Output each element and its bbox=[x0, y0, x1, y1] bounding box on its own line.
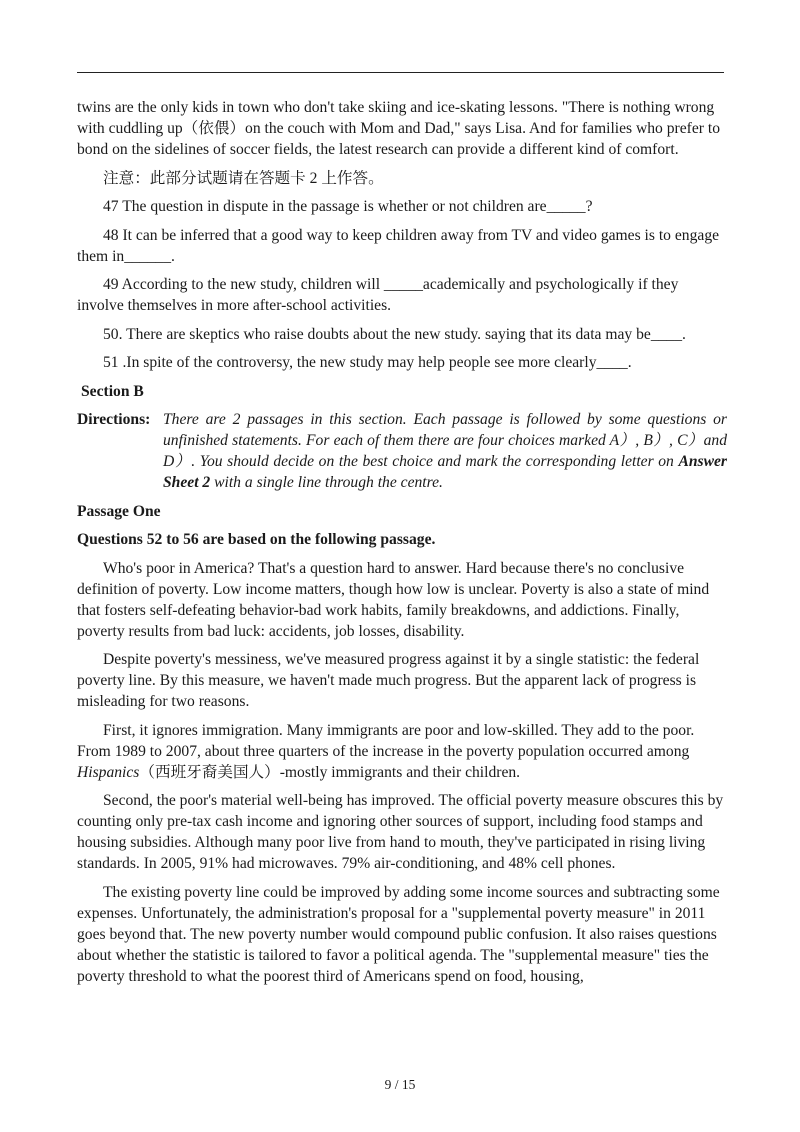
paragraph-3: First, it ignores immigration. Many immigrants are poor and low-skilled. They add to the poor. From 1989 to 2007, about three quarters of the increase in the poverty population occurred among Hispanics（西班牙裔美国人）-mostly immigrants and their children. bbox=[77, 721, 695, 781]
question-50: 50. There are skeptics who raise doubts about the new study. saying that its data may be____. bbox=[103, 325, 686, 343]
question-47: 47 The question in dispute in the passage is whether or not children are_____? bbox=[103, 198, 593, 215]
directions-text: There are 2 passages in this section. Each passage is followed by some questions or unfinished statements. For each of them there are four choices marked A）, B）, C）and D）. You should decide on the best choice and mark the corresponding letter on Answer Sheet 2 with a single line through the centre. bbox=[163, 410, 727, 491]
answer-sheet-ref: Answer Sheet 2 bbox=[163, 452, 727, 491]
header-rule bbox=[77, 72, 724, 73]
paragraph-5: The existing poverty line could be improved by adding some income sources and subtracting some expenses. Unfortunately, the administration's proposal for a "supplemental poverty measure" in 2011 goes beyond that. The new poverty number would compound public confusion. It also raises questions about whether the statistic is tailored to favor a political agenda. The "supplemental measure" ties the poverty threshold to what the poorest third of Americans spend on food, housing, bbox=[77, 883, 720, 985]
directions bbox=[77, 409, 727, 493]
paragraph-2: Despite poverty's messiness, we've measured progress against it by a single statistic: the federal poverty line. By this measure, we haven't made much progress. But the apparent lack of progress is misleading for two reasons. bbox=[77, 651, 700, 710]
passage-title: Passage One bbox=[77, 502, 161, 520]
question-48: 48 It can be inferred that a good way to keep children away from TV and video games is to engage them in______. bbox=[77, 226, 720, 265]
section-title: Section B bbox=[81, 382, 144, 400]
paragraph-4: Second, the poor's material well-being has improved. The official poverty measure obscures this by counting only pre-tax cash income and ignoring other sources of support, including food stamps and housing subsidies. Although many poor live from hand to mouth, they've participated in rising living standards. In 2005, 91% had microwaves. 79% air-conditioning, and 48% cell phones. bbox=[77, 792, 724, 872]
note-line: 注意：此部分试题请在答题卡 2 上作答。 bbox=[103, 169, 384, 187]
continued-paragraph: twins are the only kids in town who don't take skiing and ice-skating lessons. "There is nothing wrong with cuddling up（依偎）on the couch with Mom and Dad," says Lisa. And for families who prefer to bond on the sidelines of soccer fields, the latest research can provide a different kind of comfort. bbox=[77, 99, 720, 158]
page-number: 9 / 15 bbox=[384, 1077, 416, 1092]
hispanics-term: Hispanics bbox=[77, 763, 140, 781]
document-body bbox=[77, 97, 727, 994]
questions-intro: Questions 52 to 56 are based on the following passage. bbox=[77, 531, 436, 548]
paragraph-1: Who's poor in America? That's a question hard to answer. Hard because there's no conclusive definition of poverty. Low income matters, though how low is unclear. Poverty is also a state of mind that fosters self-defeating behavior-bad work habits, family breakdowns, and addictions. Finally, poverty results from bad luck: accidents, job losses, disability. bbox=[77, 559, 710, 640]
directions-label: Directions: bbox=[77, 410, 151, 428]
question-51: 51 .In spite of the controversy, the new study may help people see more clearly____. bbox=[103, 354, 632, 371]
question-49: 49 According to the new study, children will _____academically and psychologically if they involve themselves in more after-school activities. bbox=[77, 276, 679, 314]
